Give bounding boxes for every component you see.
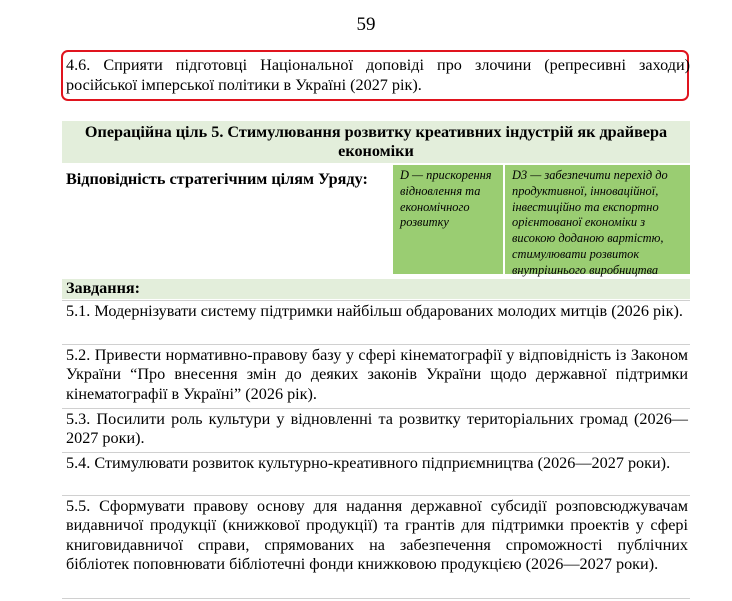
highlighted-item-text: 4.6. Сприяти підготовці Національної доповіді про злочини (репресивні заходи) російської імперської політики в Україні (2027 рік). bbox=[66, 56, 690, 94]
tasks-heading-band bbox=[62, 279, 690, 299]
goal-cell-d bbox=[393, 165, 503, 274]
divider bbox=[62, 452, 690, 453]
goal-cell-d3-text: D3 — забезпечити перехід до продуктивної, інноваційної, інвестиційно та експортно орієнтованої економіки з високою доданою вартістю, стимулювати розвиток внутрішнього виробництва bbox=[512, 168, 668, 277]
correspondence-label: Відповідність стратегічним цілям Уряду: bbox=[66, 170, 368, 188]
divider bbox=[62, 408, 690, 409]
goal-cell-d3 bbox=[505, 165, 690, 277]
operational-goal-title: Операційна ціль 5. Стимулювання розвитку креативних індустрій як драйвера економіки bbox=[84, 123, 668, 160]
divider bbox=[62, 495, 690, 496]
divider bbox=[62, 300, 690, 301]
task-item: 5.2. Привести нормативно-правову базу у сфері кінематографії у відповідність із Законом України “Про внесення змін до деяких законів України щодо державної підтримки кінематографії в Україні” (2026 рік). bbox=[66, 346, 688, 403]
task-item: 5.1. Модернізувати систему підтримки найбільш обдарованих молодих митців (2026 рік). bbox=[66, 302, 683, 320]
tasks-heading: Завдання: bbox=[66, 279, 141, 297]
task-item: 5.4. Стимулювати розвиток культурно-креативного підприємництва (2026—2027 роки). bbox=[66, 454, 671, 472]
page-number: 59 bbox=[356, 14, 376, 35]
divider bbox=[62, 344, 690, 345]
task-item: 5.3. Посилити роль культури у відновленні та розвитку територіальних громад (2026—2027 роки). bbox=[66, 410, 688, 448]
divider bbox=[62, 598, 690, 599]
task-item: 5.5. Сформувати правову основу для надання державної субсидії розповсюджувачам видавничої продукції (книжкової продукції) та грантів для підтримки проектів у сфері книговидавничої справи, спрямованих на забезпечення спроможності публічних бібліотек поповнювати бібліотечні фонди книжковою продукцією (2026—2027 роки). bbox=[66, 497, 688, 574]
goal-cell-d-text: D — прискорення відновлення та економічного розвитку bbox=[400, 168, 492, 230]
